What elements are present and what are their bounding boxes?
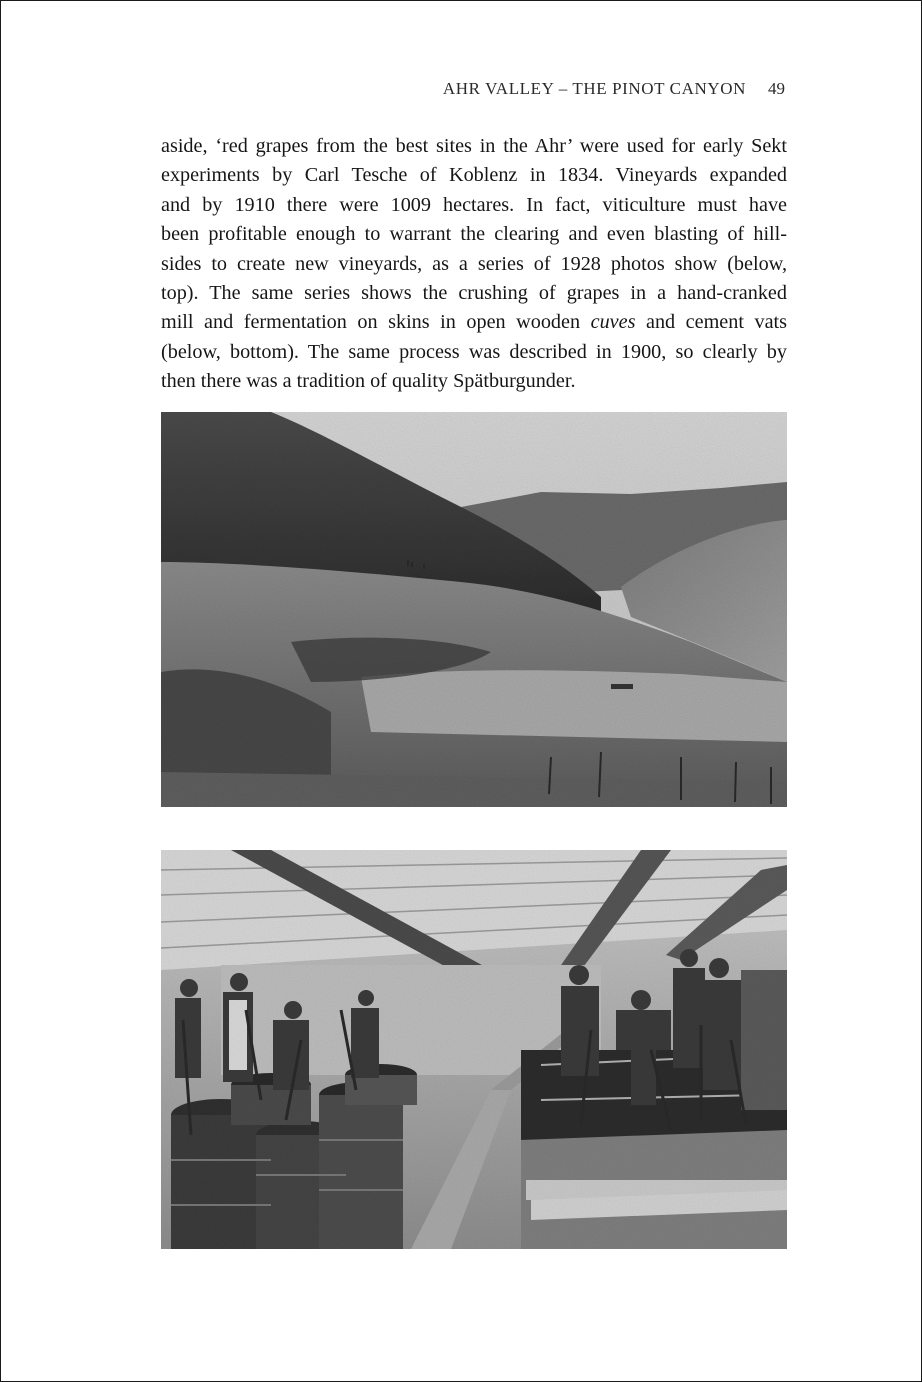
text-line <box>161 338 787 367</box>
text-run: mill and fermentation on skins in open wooden <box>161 311 591 334</box>
page-number: 49 <box>768 79 785 98</box>
text-run: been profitable enough to warrant the clearing and even blasting of hill- <box>161 223 787 246</box>
text-line <box>161 279 787 308</box>
text-line <box>161 132 787 161</box>
body-paragraph <box>161 132 787 397</box>
text-run: (below, bottom). The same process was described in 1900, so clearly by <box>161 340 787 363</box>
text-run: sides to create new vineyards, as a series of 1928 photos show (below, <box>161 252 787 275</box>
running-head-title: AHR VALLEY – THE PINOT CANYON <box>442 79 746 98</box>
photo-cellar-fermentation <box>161 850 787 1249</box>
running-head <box>443 79 785 99</box>
text-run: experiments by Carl Tesche of Koblenz in 1834. Vineyards expanded <box>161 164 787 187</box>
text-run: aside, ‘red grapes from the best sites in the Ahr’ were used for early Sekt <box>161 135 787 157</box>
text-run: then there was a tradition of quality Spätburgunder. <box>161 370 576 393</box>
photo-hillside-clearing <box>161 412 787 807</box>
text-run: top). The same series shows the crushing of grapes in a hand-cranked <box>161 282 787 305</box>
text-line <box>161 308 787 337</box>
text-line <box>161 250 787 279</box>
text-line <box>161 191 787 220</box>
text-line <box>161 220 787 249</box>
text-run: and cement vats <box>635 311 787 334</box>
text-line <box>161 161 787 190</box>
italic-term: cuves <box>590 311 636 334</box>
text-run: and by 1910 there were 1009 hectares. In fact, viticulture must have <box>161 193 787 216</box>
text-line <box>161 367 787 396</box>
